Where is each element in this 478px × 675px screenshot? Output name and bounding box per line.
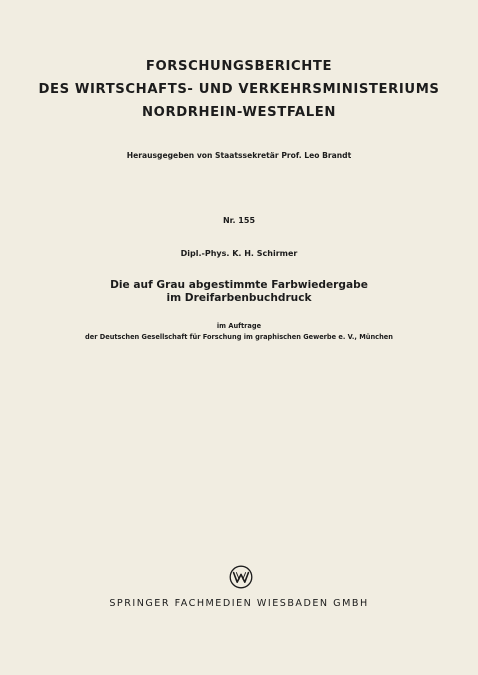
book-title-line-1: Die auf Grau abgestimmte Farbwiedergabe xyxy=(110,279,368,291)
publisher-name: SPRINGER FACHMEDIEN WIESBADEN GMBH xyxy=(109,598,369,609)
commission-line-1: im Auftrage xyxy=(216,322,262,330)
springer-logo-icon xyxy=(229,565,253,589)
volume-number: Nr. 155 xyxy=(222,216,256,225)
book-title-line-2: im Dreifarbenbuchdruck xyxy=(166,292,312,304)
author-name: Dipl.-Phys. K. H. Schirmer xyxy=(180,249,298,258)
series-title-line-1: FORSCHUNGSBERICHTE xyxy=(145,59,333,74)
commission-line-2: der Deutschen Gesellschaft für Forschung im graphischen Gewerbe e. V., München xyxy=(85,333,393,341)
editor-credit: Herausgegeben von Staatssekretär Prof. Leo Brandt xyxy=(126,151,352,160)
series-title-line-2: DES WIRTSCHAFTS- UND VERKEHRSMINISTERIUMS xyxy=(38,82,440,97)
series-title-line-3: NORDRHEIN-WESTFALEN xyxy=(142,105,336,120)
